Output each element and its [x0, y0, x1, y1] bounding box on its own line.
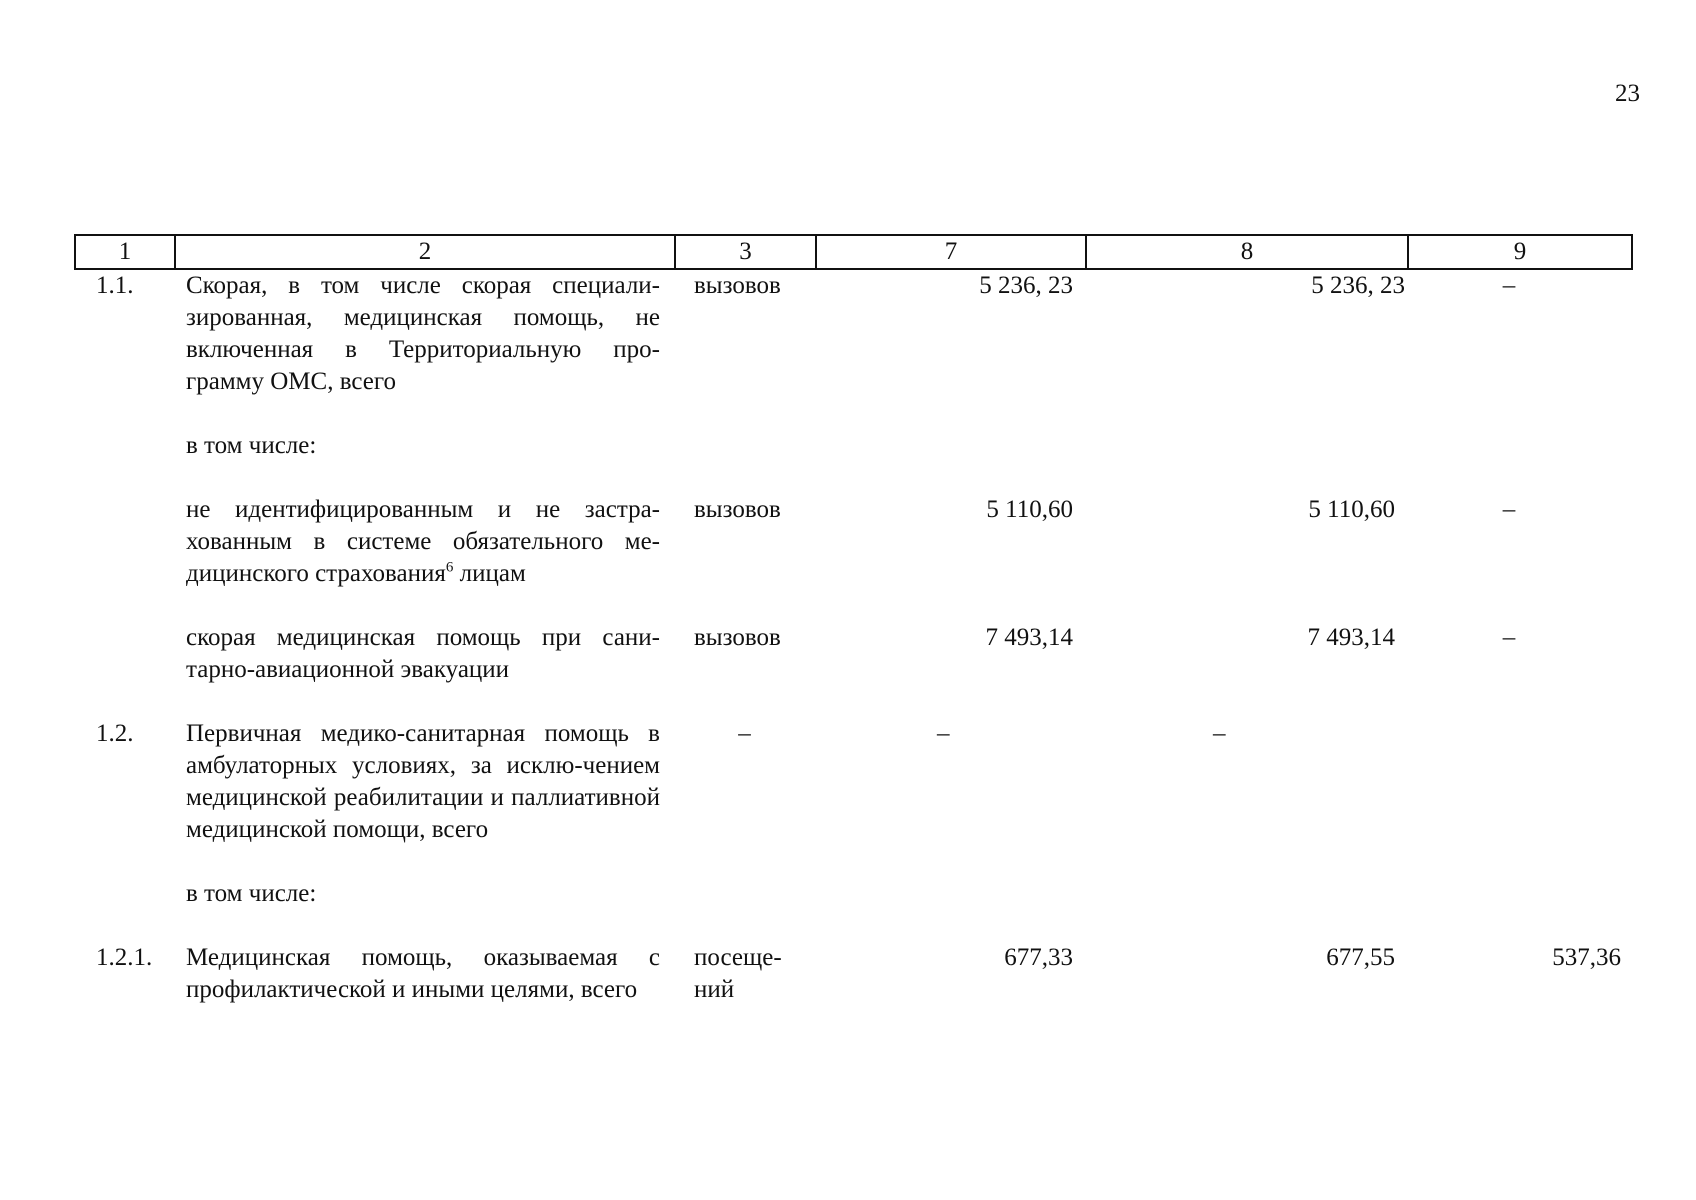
table-row [74, 270, 1631, 398]
row-number [74, 878, 174, 910]
table-row [74, 878, 1631, 910]
row-name-text: не идентифицированным и не застра-хованным в системе обязательного ме-дицинского страхования [186, 496, 660, 587]
row-unit: посеще-ний [694, 944, 782, 1003]
row-value-col7: 5 110,60 [986, 496, 1073, 523]
row-value-col9: – [1502, 272, 1516, 299]
row-name: в том числе: [186, 432, 317, 459]
table-body [74, 270, 1631, 1006]
row-value-col7: – [937, 720, 950, 747]
row-name: Скорая, в том числе скорая специали-зированная, медицинская помощь, не включенная в Территориальную про-грамму ОМС, всего [186, 272, 660, 395]
row-value-col8: 5 236, 23 [1311, 272, 1405, 299]
row-unit: вызовов [694, 496, 781, 523]
row-unit: – [738, 720, 751, 747]
row-value-col8: 7 493,14 [1307, 624, 1395, 651]
row-name: Первичная медико-санитарная помощь в амбулаторных условиях, за исклю-чением медицинской реабилитации и паллиативной медицинской помощи, всего [186, 720, 660, 843]
table-row [74, 942, 1631, 1006]
row-number: 1.1. [96, 272, 134, 299]
footnote-mark: 6 [445, 559, 454, 576]
row-value-col9: – [1502, 624, 1516, 651]
row-number [74, 494, 174, 590]
row-value-col8: – [1213, 720, 1226, 747]
row-value-col7: 7 493,14 [985, 624, 1073, 651]
table-row [74, 494, 1631, 590]
row-value-col9 [1407, 718, 1631, 846]
page-number: 23 [1615, 80, 1640, 107]
row-value-col7: 5 236, 23 [979, 272, 1073, 299]
row-number: 1.2. [96, 720, 134, 747]
row-value-col7: 677,33 [1004, 944, 1073, 971]
row-value-col9: 537,36 [1552, 944, 1621, 971]
header-col-3: 3 [675, 235, 816, 269]
row-number: 1.2.1. [96, 944, 153, 971]
row-unit: вызовов [694, 272, 781, 299]
column-number-header [74, 234, 1633, 270]
row-number [74, 622, 174, 686]
header-col-9: 9 [1408, 235, 1632, 269]
row-name-text-end: лицам [453, 560, 526, 587]
row-name [174, 494, 674, 590]
row-value-col9: – [1502, 496, 1516, 523]
table-row [74, 718, 1631, 846]
header-col-8: 8 [1086, 235, 1408, 269]
row-name: в том числе: [186, 880, 317, 907]
row-unit: вызовов [694, 624, 781, 651]
row-name: Медицинская помощь, оказываемая с профилактической и иными целями, всего [186, 944, 660, 1003]
header-col-7: 7 [816, 235, 1086, 269]
row-value-col8: 677,55 [1326, 944, 1395, 971]
table-row [74, 430, 1631, 462]
row-value-col8: 5 110,60 [1308, 496, 1395, 523]
header-col-1: 1 [75, 235, 175, 269]
header-col-2: 2 [175, 235, 675, 269]
row-name: скорая медицинская помощь при сани-тарно-авиационной эвакуации [186, 624, 660, 683]
row-number [74, 430, 174, 462]
table-row [74, 622, 1631, 686]
